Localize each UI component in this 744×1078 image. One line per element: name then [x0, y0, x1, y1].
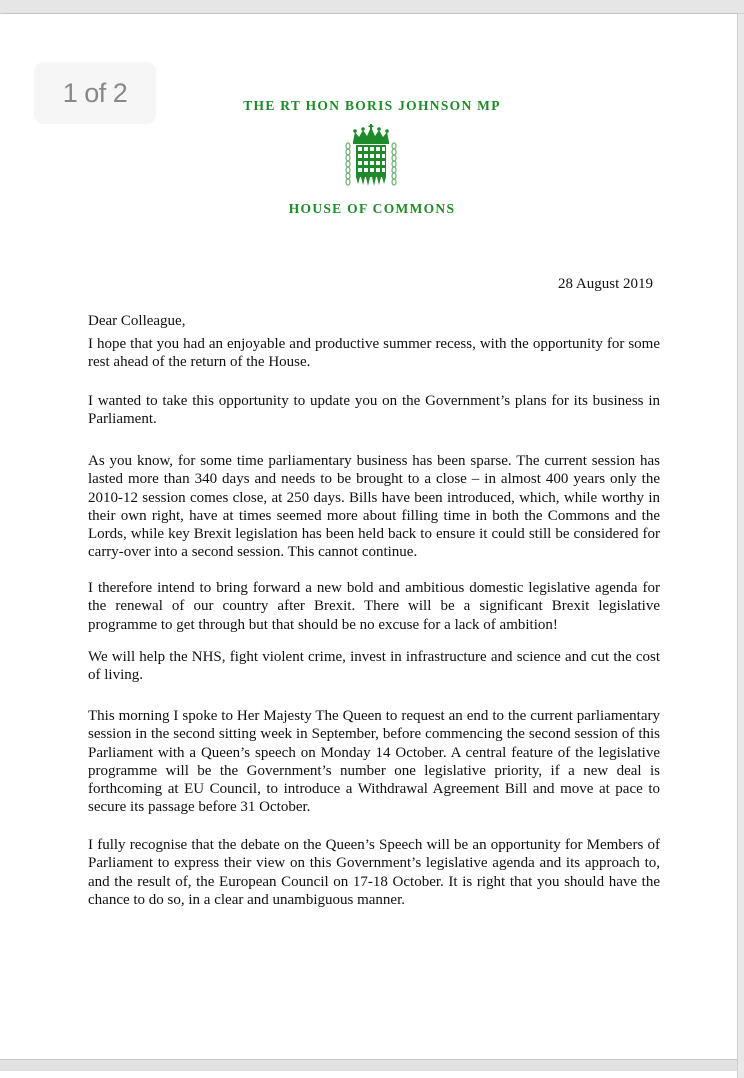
letter-paragraph: As you know, for some time parliamentary business has been sparse. The current session has lasted more than 340 days and needs to be brought to a close – in almost 400 years only the 2010-12 session comes close, at 250 days. Bills have been introduced, which, while worthy in their own right, have at times seemed more about filling time in both the Commons and the Lords, while key Brexit legislation has been held back to ensure it could still be considered for carry-over into a second session. This cannot continue. [88, 453, 660, 561]
letter-paragraph: I hope that you had an enjoyable and productive summer recess, with the opportunity for some rest ahead of the return of the House. [88, 336, 660, 371]
viewer-scrollbar-track[interactable] [737, 14, 744, 1078]
letter-paragraph: I therefore intend to bring forward a new bold and ambitious domestic legislative agenda for the renewal of our country after Brexit. There will be a significant Brexit legislative programme to get through but that should be no excuse for a lack of ambition! [88, 580, 660, 633]
document-page-2[interactable] [0, 1071, 737, 1078]
page-indicator: 1 of 2 [34, 62, 156, 124]
letter-salutation: Dear Colleague, [88, 313, 186, 329]
letter-paragraph: I fully recognise that the debate on the Queen’s Speech will be an opportunity for Members of Parliament to express their view on this Government’s legislative agenda and its approach to, and the result of, the European Council on 17-18 October. It is right that you should have the chance to do so, in a clear and unambiguous manner. [88, 837, 660, 908]
viewer-top-bar [0, 0, 744, 14]
letter-paragraph: This morning I spoke to Her Majesty The Queen to request an end to the current parliamentary session in the second sitting week in September, before commencing the second session of this Parliament with a Queen’s speech on Monday 14 October. A central feature of the legislative programme will be the Government’s number one legislative priority, if a new deal is forthcoming at EU Council, to introduce a Withdrawal Agreement Bill and move at pace to secure its passage before 31 October. [88, 708, 660, 816]
portcullis-icon [343, 124, 399, 188]
letter-paragraph: I wanted to take this opportunity to update you on the Government’s plans for its business in Parliament. [88, 393, 660, 428]
letter-paragraph: We will help the NHS, fight violent crime, invest in infrastructure and science and cut the cost of living. [88, 649, 660, 684]
letter-date: 28 August 2019 [557, 276, 653, 292]
letterhead-house: HOUSE OF COMMONS [288, 201, 456, 216]
letterhead-name: THE RT HON BORIS JOHNSON MP [243, 98, 501, 113]
document-page-1[interactable] [0, 14, 737, 1059]
